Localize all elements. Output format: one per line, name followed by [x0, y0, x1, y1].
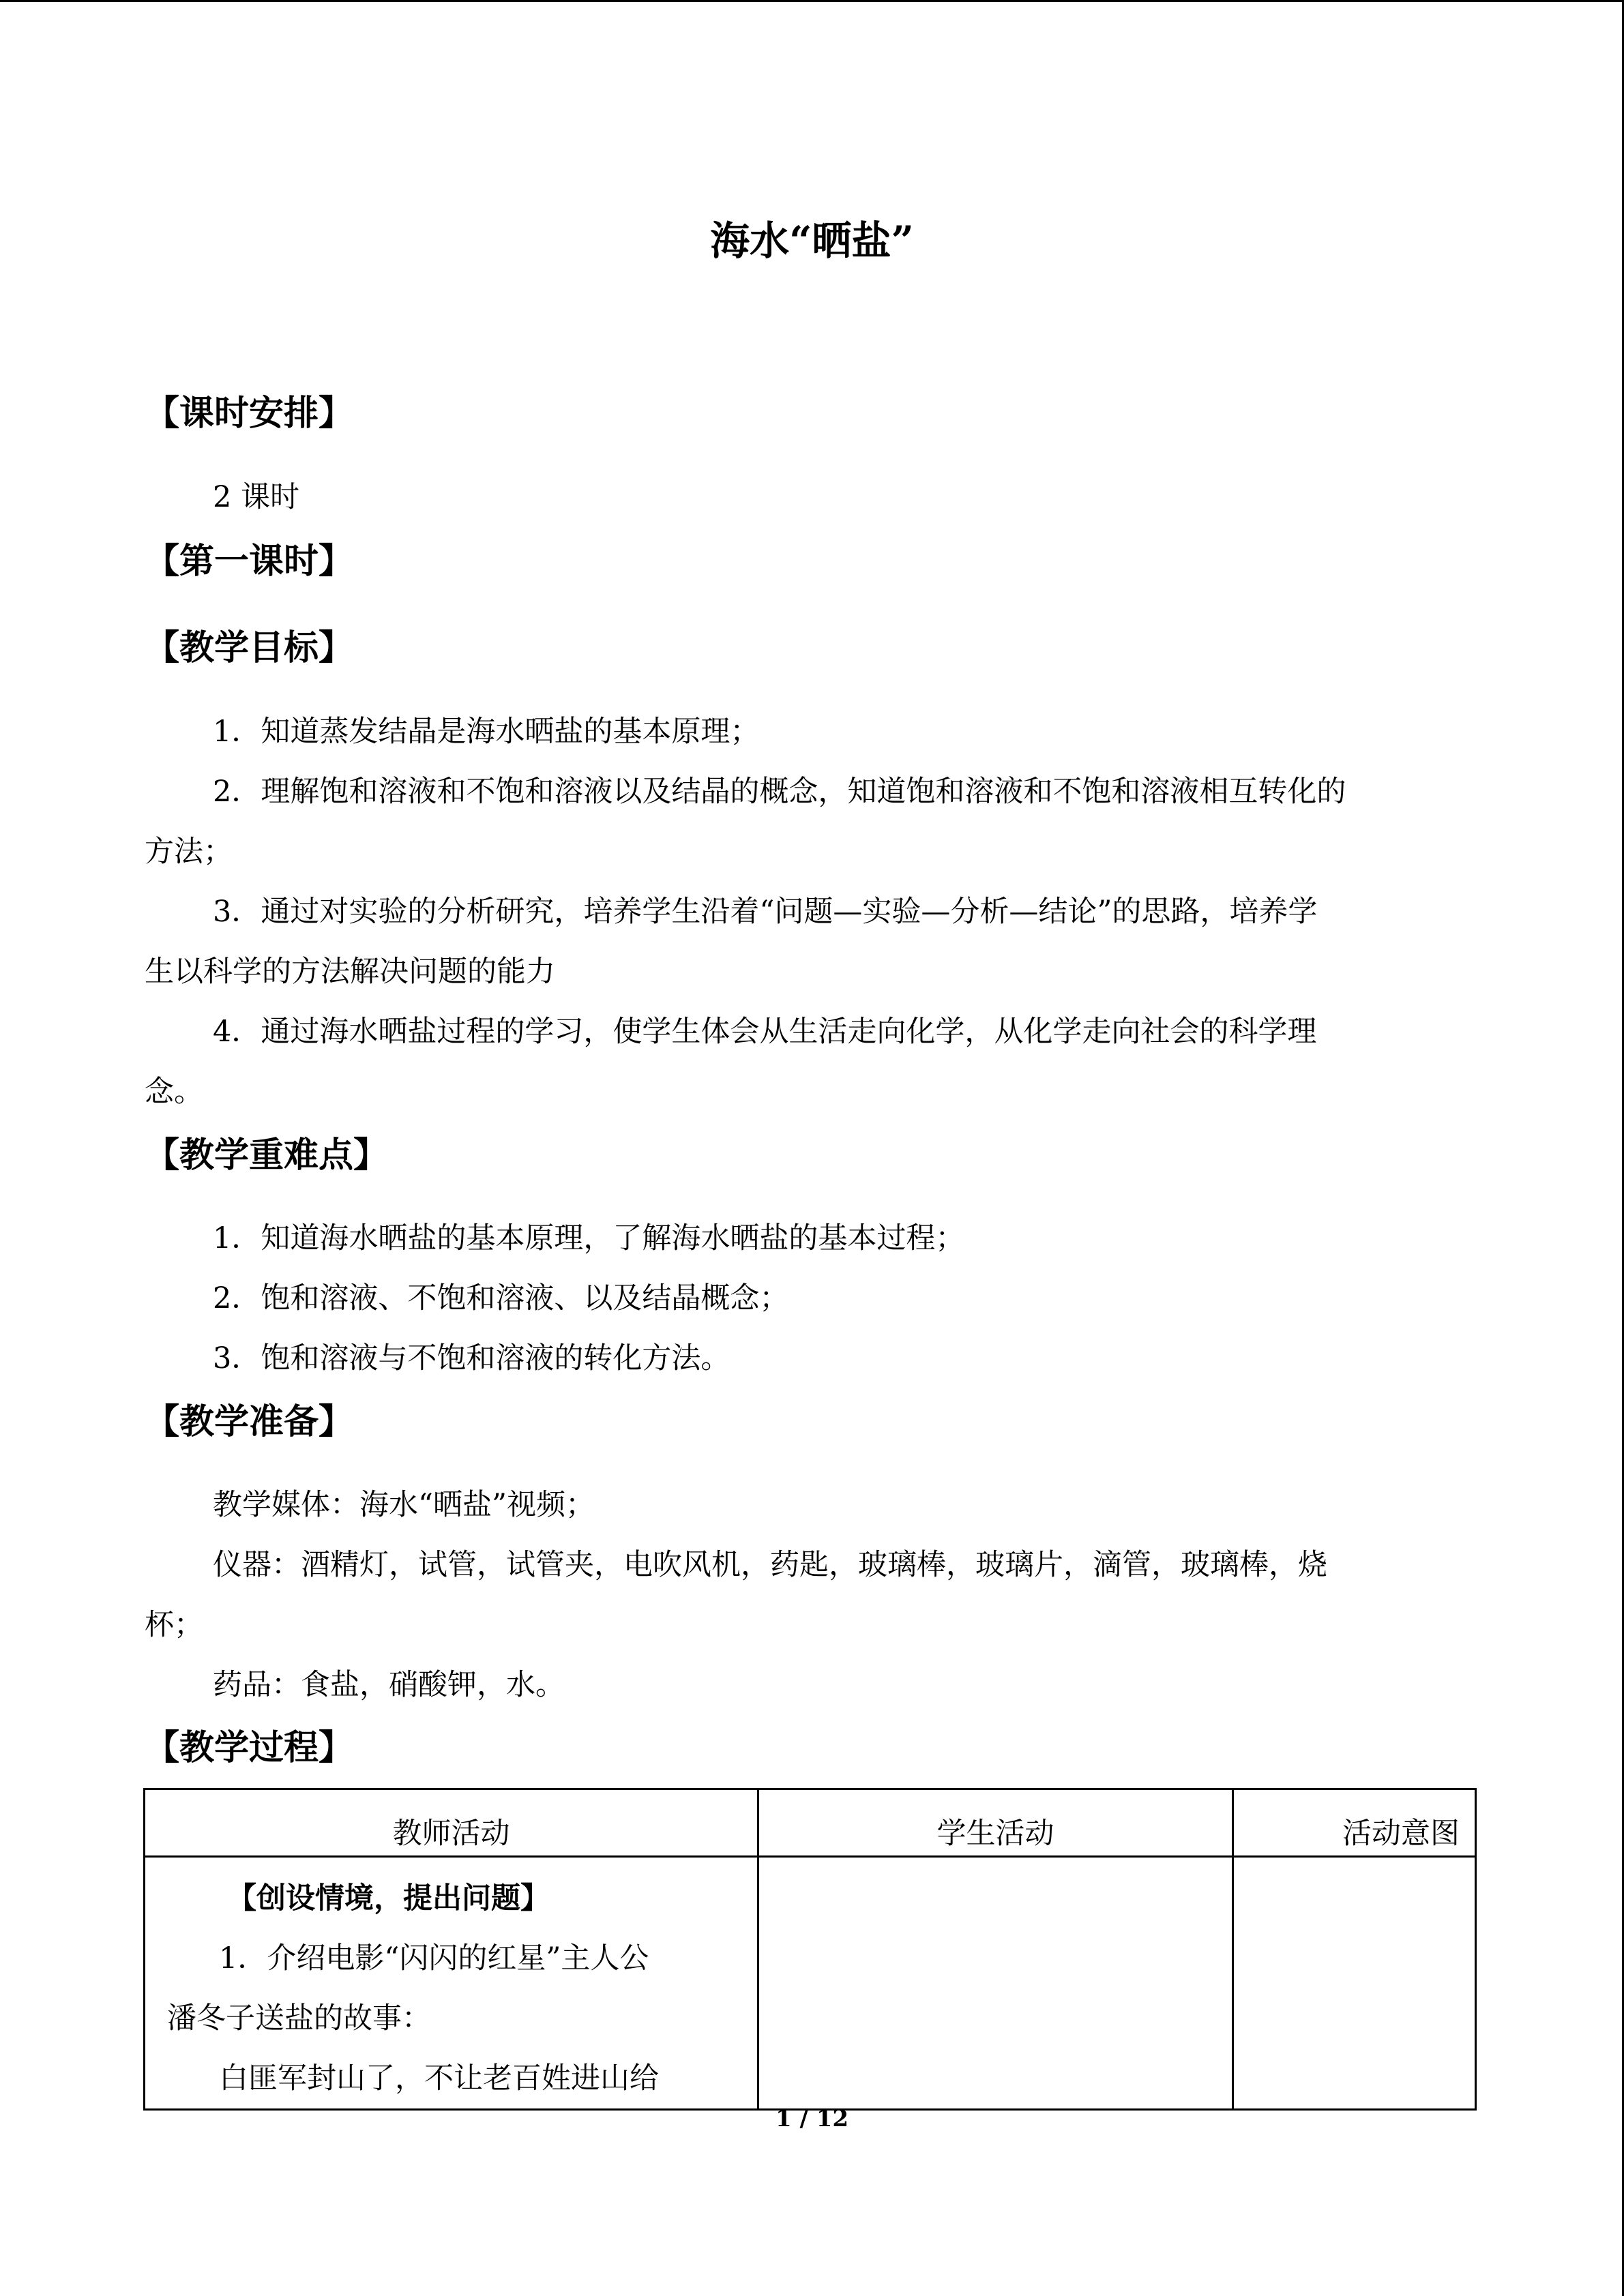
table-row	[145, 1857, 1476, 2110]
activity-purpose-cell	[1233, 1857, 1476, 2110]
key-point-line: 3．饱和溶液与不饱和溶液的转化方法。	[213, 1341, 730, 1375]
objective-line: 2．理解饱和溶液和不饱和溶液以及结晶的概念，知道饱和溶液和不饱和溶液相互转化的	[213, 775, 1346, 809]
key-point-line: 1．知道海水晒盐的基本原理，了解海水晒盐的基本过程；	[213, 1221, 965, 1255]
key-point-line: 2．饱和溶液、不饱和溶液、以及结晶概念；	[213, 1281, 789, 1315]
table-header-row	[145, 1789, 1476, 1857]
objective-line: 方法；	[145, 835, 233, 869]
objective-line: 4．通过海水晒盐过程的学习，使学生体会从生活走向化学，从化学走向社会的科学理	[213, 1015, 1317, 1049]
heading-objectives: 【教学目标】	[145, 627, 354, 668]
heading-key-points: 【教学重难点】	[145, 1135, 389, 1176]
teacher-activity-cell	[145, 1857, 758, 2110]
teaching-process-table	[143, 1788, 1477, 2111]
column-header-purpose: 活动意图	[1233, 1789, 1476, 1857]
cell-line: 潘冬子送盐的故事：	[167, 2001, 431, 2036]
cell-line: 白匪军封山了，不让老百姓进山给	[219, 2061, 659, 2096]
cell-line: 1．介绍电影“闪闪的红星”主人公	[219, 1941, 649, 1976]
column-header-student: 学生活动	[758, 1789, 1233, 1857]
student-activity-cell	[758, 1857, 1233, 2110]
preparation-line: 杯；	[145, 1608, 203, 1642]
preparation-line: 药品：食盐，硝酸钾，水。	[213, 1668, 565, 1702]
preparation-line: 仪器：酒精灯，试管，试管夹，电吹风机，药匙，玻璃棒，玻璃片，滴管，玻璃棒，烧	[213, 1548, 1327, 1582]
schedule-text: 2 课时	[213, 480, 300, 514]
heading-process: 【教学过程】	[145, 1727, 354, 1768]
objective-line: 生以科学的方法解决问题的能力	[145, 955, 555, 989]
heading-preparation: 【教学准备】	[145, 1401, 354, 1442]
page-number: 1 / 12	[775, 2105, 849, 2132]
column-header-teacher: 教师活动	[145, 1789, 758, 1857]
objective-line: 1．知道蒸发结晶是海水晒盐的基本原理；	[213, 715, 760, 749]
objective-line: 念。	[145, 1075, 203, 1109]
document-title: 海水“晒盐”	[710, 218, 914, 264]
preparation-line: 教学媒体：海水“晒盐”视频；	[213, 1488, 595, 1522]
heading-schedule: 【课时安排】	[145, 393, 354, 434]
objective-line: 3．通过对实验的分析研究，培养学生沿着“问题—实验—分析—结论”的思路，培养学	[213, 895, 1318, 929]
heading-first-lesson: 【第一课时】	[145, 541, 354, 582]
cell-subheading: 【创设情境，提出问题】	[227, 1881, 550, 1915]
